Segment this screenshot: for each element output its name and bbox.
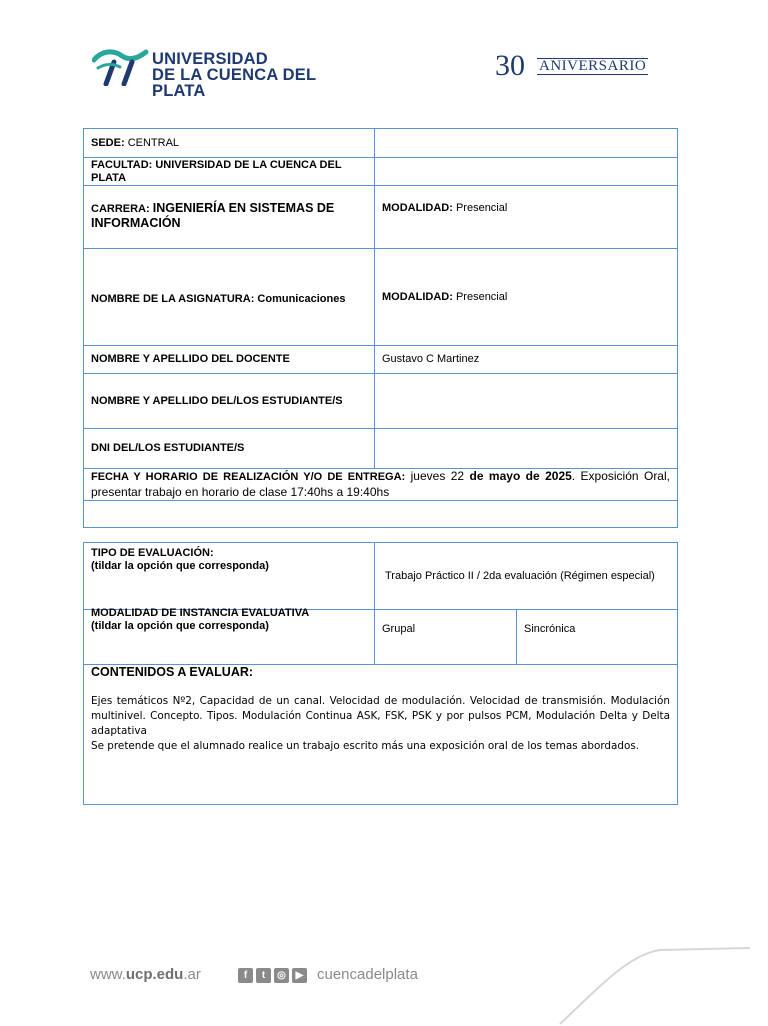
tipo-hint: (tildar la opción que corresponda)	[91, 560, 269, 572]
sede-blank-cell	[375, 129, 678, 158]
fecha-jueves: jueves 22	[410, 469, 465, 483]
contenidos-paragraph-1: Ejes temáticos Nº2, Capacidad de un canal. Velocidad de modulación. Velocidad de transmisión. Modulación multinivel. Concepto. Tipos. Modulación Continua ASK, FSK, PSK y por pulsos PCM, Modulación Delta y Delta adaptativa	[91, 695, 670, 737]
facultad-blank-cell	[375, 158, 678, 186]
modalidad2-cell	[375, 249, 678, 346]
sede-label: SEDE:	[91, 136, 125, 149]
sede-cell	[84, 129, 375, 158]
facultad-cell: FACULTAD: UNIVERSIDAD DE LA CUENCA DEL PLATA	[84, 158, 375, 186]
sincronica-option[interactable]: Sincrónica	[517, 610, 678, 665]
estudiantes-label: NOMBRE Y APELLIDO DEL/LOS ESTUDIANTE/S	[84, 374, 375, 429]
twitter-icon[interactable]: t	[256, 968, 271, 983]
evaluation-table	[83, 542, 678, 805]
anniversary-word: ANIVERSARIO	[539, 58, 647, 74]
modalidad-label: MODALIDAD:	[382, 202, 453, 214]
blank-row	[84, 501, 678, 528]
asignatura-cell: NOMBRE DE LA ASIGNATURA: Comunicaciones	[84, 249, 375, 346]
modalidad-cell	[375, 186, 678, 249]
dni-value	[375, 429, 678, 469]
modalidad2-label: MODALIDAD:	[382, 290, 453, 303]
carrera-value: INGENIERÍA EN SISTEMAS DE INFORMACIÓN	[91, 201, 335, 230]
modalidad-instancia-label: MODALIDAD DE INSTANCIA EVALUATIVA	[91, 607, 310, 619]
docente-value: Gustavo C Martinez	[375, 346, 678, 374]
website-link[interactable]: www.ucp.edu.ar	[90, 966, 201, 983]
logo-line-1: UNIVERSIDAD	[152, 50, 268, 68]
facebook-icon[interactable]: f	[238, 968, 253, 983]
modalidad2-value: Presencial	[455, 290, 508, 303]
carrera-label: CARRERA:	[91, 203, 150, 215]
fecha-date: de mayo de 2025	[469, 469, 572, 483]
carrera-cell	[84, 186, 375, 249]
youtube-icon[interactable]: ▶	[292, 968, 307, 983]
modalidad-instancia-cell	[84, 607, 375, 665]
tipo-label: TIPO DE EVALUACIÓN:	[91, 547, 214, 559]
dni-label: DNI DEL/LOS ESTUDIANTE/S	[84, 429, 375, 469]
footer-decorative-curve	[0, 946, 768, 1026]
contenidos-cell	[84, 665, 678, 805]
contenidos-paragraph-2: Se pretende que el alumnado realice un trabajo escrito más una exposición oral de los temas abordados.	[91, 740, 640, 752]
tipo-value: Trabajo Práctico II / 2da evaluación (Régimen especial)	[375, 543, 678, 610]
social-icons	[238, 968, 307, 983]
fecha-rest: . Exposición Oral, presentar trabajo en horario de clase 17:40hs a 19:40hs	[91, 469, 670, 499]
contenidos-title: CONTENIDOS A EVALUAR:	[91, 665, 254, 679]
fecha-label: FECHA Y HORARIO DE REALIZACIÓN Y/O DE ENTREGA:	[91, 471, 406, 483]
instagram-icon[interactable]: ◎	[274, 968, 289, 983]
social-handle[interactable]: cuencadelplata	[317, 966, 418, 983]
sede-value: CENTRAL	[127, 136, 180, 149]
logo-wave-icon	[92, 48, 150, 86]
university-logo	[92, 46, 372, 100]
docente-label: NOMBRE Y APELLIDO DEL DOCENTE	[84, 346, 375, 374]
modalidad-value: Presencial	[455, 202, 508, 214]
fecha-cell	[84, 469, 678, 501]
grupal-option[interactable]: Grupal	[375, 610, 517, 665]
anniversary-number: 30	[495, 49, 525, 82]
modalidad-instancia-hint: (tildar la opción que corresponda)	[91, 620, 269, 632]
info-table	[83, 128, 678, 528]
logo-line-2: DE LA CUENCA DEL PLATA	[152, 66, 316, 100]
tipo-cell	[84, 543, 375, 610]
estudiantes-value	[375, 374, 678, 429]
